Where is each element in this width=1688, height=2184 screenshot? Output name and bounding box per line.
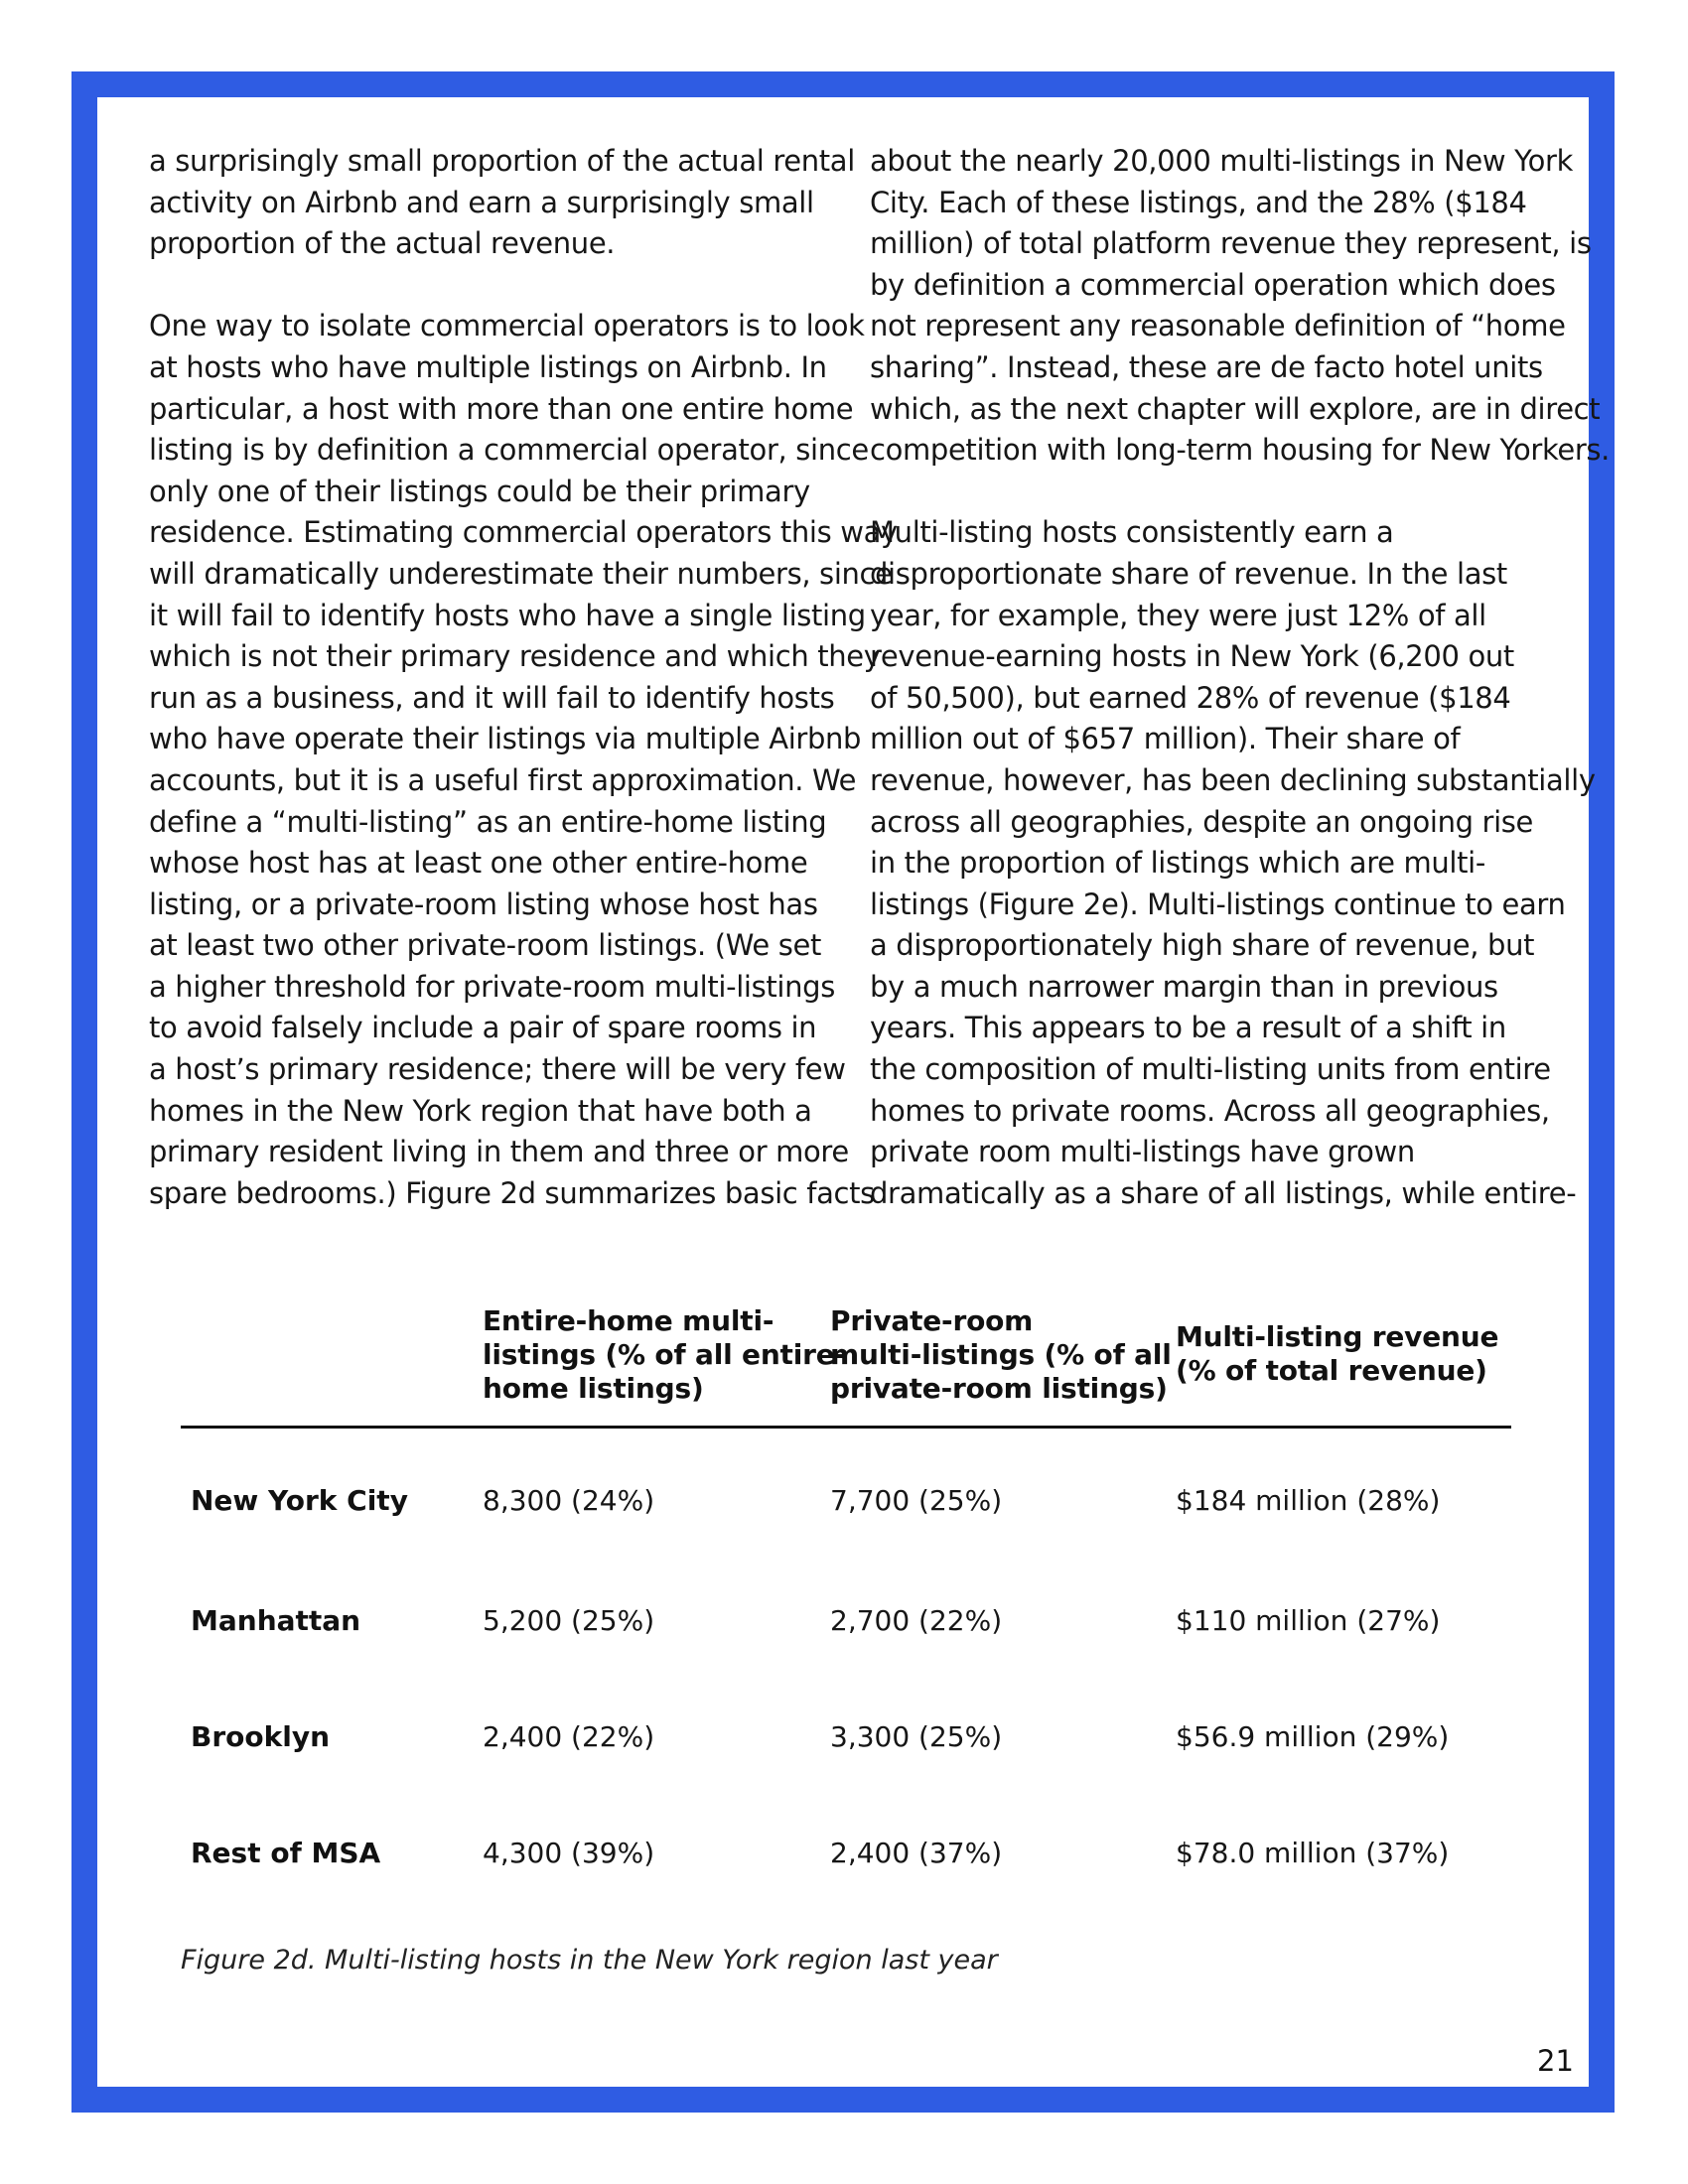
body-text-line: years. This appears to be a result of a shift in <box>870 1011 1506 1045</box>
header-line: private-room listings) <box>830 1372 1168 1405</box>
column-header-revenue <box>1176 1320 1498 1388</box>
body-text-line: will dramatically underestimate their numbers, since <box>149 556 893 591</box>
header-line: Multi-listing revenue <box>1176 1320 1499 1353</box>
table-row-brooklyn <box>181 1717 1511 1757</box>
header-rule <box>181 1426 1511 1429</box>
body-text-line: homes to private rooms. Across all geographies, <box>870 1093 1550 1128</box>
body-text-line: City. Each of these listings, and the 28% ($184 <box>870 185 1527 219</box>
body-text-line: in the proportion of listings which are multi- <box>870 846 1485 881</box>
row-label: New York City <box>191 1484 408 1517</box>
body-text-line: activity on Airbnb and earn a surprisingly small <box>149 185 814 219</box>
body-text-line: about the nearly 20,000 multi-listings in New York <box>870 144 1574 178</box>
body-text-line: only one of their listings could be their primary <box>149 474 810 508</box>
body-text-line: a surprisingly small proportion of the actual rental <box>149 144 855 178</box>
body-text-line: whose host has at least one other entire-home <box>149 846 808 881</box>
header-line: home listings) <box>483 1372 704 1405</box>
body-text-line: competition with long-term housing for New Yorkers. <box>870 433 1611 468</box>
table-header <box>181 1298 1511 1428</box>
body-text-line: revenue, however, has been declining substantially <box>870 762 1596 797</box>
body-text-line: a higher threshold for private-room multi-listings <box>149 969 835 1004</box>
multi-listing-table <box>181 1298 1511 1869</box>
body-text-line: disproportionate share of revenue. In the last <box>870 556 1507 591</box>
body-text-line: proportion of the actual revenue. <box>149 226 616 261</box>
body-text-line: by definition a commercial operation which does <box>870 267 1556 302</box>
body-text-line: a disproportionately high share of revenue, but <box>870 928 1535 963</box>
body-text-line: million out of $657 million). Their share of <box>870 722 1461 756</box>
body-text-line: a host’s primary residence; there will be very few <box>149 1052 846 1087</box>
body-text-line: define a “multi-listing” as an entire-home listing <box>149 804 827 839</box>
table-cell: $78.0 million (37%) <box>1176 1837 1450 1869</box>
body-text-line: particular, a host with more than one entire home <box>149 391 854 426</box>
body-text-line: not represent any reasonable definition of “home <box>870 309 1566 343</box>
header-line: (% of total revenue) <box>1176 1354 1487 1387</box>
body-text-line: across all geographies, despite an ongoing rise <box>870 804 1534 839</box>
table-cell: 7,700 (25%) <box>830 1484 1003 1517</box>
row-label: Manhattan <box>191 1604 361 1637</box>
table-row-manhattan <box>181 1601 1511 1641</box>
body-text-line: sharing”. Instead, these are de facto hotel units <box>870 349 1543 384</box>
body-text-line: homes in the New York region that have both a <box>149 1093 812 1128</box>
body-text-right-column <box>870 141 1611 1214</box>
body-text-line: primary resident living in them and three or more <box>149 1135 849 1169</box>
table-cell: 2,700 (22%) <box>830 1604 1003 1637</box>
body-text-line: of 50,500), but earned 28% of revenue ($184 <box>870 680 1511 715</box>
table-cell: $184 million (28%) <box>1176 1484 1441 1517</box>
table-cell: $56.9 million (29%) <box>1176 1720 1450 1753</box>
page-number: 21 <box>1537 2044 1574 2078</box>
header-line: multi-listings (% of all <box>830 1338 1172 1371</box>
body-text-line: dramatically as a share of all listings, while entire- <box>870 1175 1577 1210</box>
body-text-line: at least two other private-room listings. (We set <box>149 928 821 963</box>
figure-caption: Figure 2d. Multi-listing hosts in the New York region last year <box>181 1945 998 1976</box>
table-cell: 5,200 (25%) <box>483 1604 655 1637</box>
body-text-line: which, as the next chapter will explore, are in direct <box>870 391 1601 426</box>
body-text-line: One way to isolate commercial operators is to look <box>149 309 865 343</box>
table-row-new-york-city <box>181 1481 1511 1521</box>
body-text-line: who have operate their listings via multiple Airbnb <box>149 722 862 756</box>
body-text-line: spare bedrooms.) Figure 2d summarizes basic facts <box>149 1175 875 1210</box>
header-line: listings (% of all entire- <box>483 1338 846 1371</box>
row-label: Rest of MSA <box>191 1837 381 1869</box>
body-text-line: Multi-listing hosts consistently earn a <box>870 515 1394 550</box>
paragraph-break <box>870 472 1565 513</box>
column-header-private-room <box>830 1304 1172 1406</box>
table-cell: 3,300 (25%) <box>830 1720 1003 1753</box>
table-cell: 4,300 (39%) <box>483 1837 655 1869</box>
body-text-line: listings (Figure 2e). Multi-listings continue to earn <box>870 887 1566 921</box>
paragraph-break <box>149 265 824 307</box>
header-line: Entire-home multi- <box>483 1304 774 1337</box>
body-text-line: to avoid falsely include a pair of spare rooms in <box>149 1011 817 1045</box>
body-text-line: it will fail to identify hosts who have a single listing <box>149 598 866 632</box>
body-text-line: private room multi-listings have grown <box>870 1135 1415 1169</box>
header-line: Private-room <box>830 1304 1034 1337</box>
body-text-line: residence. Estimating commercial operators this way <box>149 515 898 550</box>
body-text-line: the composition of multi-listing units from entire <box>870 1052 1551 1087</box>
body-text-line: listing is by definition a commercial operator, since <box>149 433 869 468</box>
body-text-line: million) of total platform revenue they represent, is <box>870 226 1592 261</box>
table-cell: 8,300 (24%) <box>483 1484 655 1517</box>
table-row-rest-of-msa <box>181 1834 1511 1873</box>
body-text-line: by a much narrower margin than in previous <box>870 969 1498 1004</box>
table-cell: 2,400 (22%) <box>483 1720 655 1753</box>
table-cell: $110 million (27%) <box>1176 1604 1441 1637</box>
body-text-line: listing, or a private-room listing whose host has <box>149 887 818 921</box>
body-text-line: accounts, but it is a useful first approximation. We <box>149 762 857 797</box>
body-text-line: run as a business, and it will fail to identify hosts <box>149 680 835 715</box>
body-text-left-column <box>149 141 898 1214</box>
body-text-line: which is not their primary residence and which they <box>149 639 881 674</box>
column-header-entire-home <box>483 1304 846 1406</box>
body-text-line: year, for example, they were just 12% of all <box>870 598 1486 632</box>
body-text-line: at hosts who have multiple listings on Airbnb. In <box>149 349 827 384</box>
table-cell: 2,400 (37%) <box>830 1837 1003 1869</box>
body-text-line: revenue-earning hosts in New York (6,200 out <box>870 639 1514 674</box>
row-label: Brooklyn <box>191 1720 331 1753</box>
